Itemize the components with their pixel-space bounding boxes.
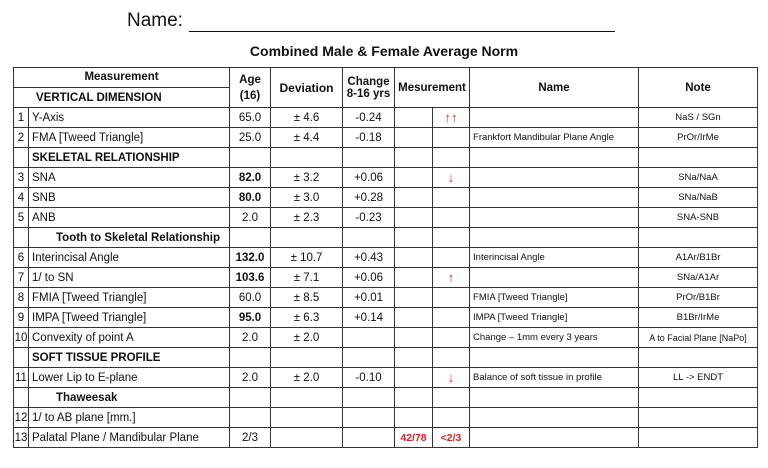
row-note: SNa/A1Ar — [639, 268, 758, 288]
row-measure-cell-1[interactable] — [395, 288, 433, 308]
page-subtitle: Combined Male & Female Average Norm — [249, 43, 519, 59]
header-age-line1: Age — [239, 73, 261, 86]
row-name: Balance of soft tissue in profile — [470, 368, 639, 388]
row-change: +0.43 — [343, 248, 395, 268]
row-name — [470, 188, 639, 208]
row-measure-cell-2[interactable] — [433, 248, 470, 268]
section-vertical: VERTICAL DIMENSION — [14, 88, 230, 108]
row-number: 12 — [14, 408, 29, 428]
row-measurement: 1/ to SN — [29, 268, 230, 288]
table-row — [14, 368, 758, 388]
row-deviation: ± 10.7 — [271, 248, 343, 268]
row-age — [230, 408, 271, 428]
norm-table — [13, 67, 758, 448]
header-deviation: Deviation — [271, 68, 343, 108]
row-name — [470, 268, 639, 288]
row-age: 65.0 — [230, 108, 271, 128]
table-row — [14, 108, 758, 128]
row-measure-cell-1[interactable] — [395, 268, 433, 288]
down-arrow-icon[interactable]: ↓ — [433, 368, 470, 388]
row-measure-cell-2[interactable] — [433, 208, 470, 228]
row-measurement: ANB — [29, 208, 230, 228]
row-number: 5 — [14, 208, 29, 228]
row-deviation: ± 6.3 — [271, 308, 343, 328]
row-number: 11 — [14, 368, 29, 388]
row-deviation: ± 2.0 — [271, 328, 343, 348]
row-note: PrOr/IrMe — [639, 128, 758, 148]
row-number: 1 — [14, 108, 29, 128]
row-change: +0.06 — [343, 268, 395, 288]
section-soft-row — [14, 348, 758, 368]
table-row — [14, 248, 758, 268]
row-measure-cell-1[interactable]: 42/78 — [395, 428, 433, 448]
table-row — [14, 328, 758, 348]
row-measurement: Palatal Plane / Mandibular Plane — [29, 428, 230, 448]
row-measure-cell-1[interactable] — [395, 128, 433, 148]
row-measure-cell-1[interactable] — [395, 188, 433, 208]
row-deviation — [271, 408, 343, 428]
row-measurement: SNB — [29, 188, 230, 208]
row-deviation: ± 2.0 — [271, 368, 343, 388]
row-number: 13 — [14, 428, 29, 448]
table-row — [14, 428, 758, 448]
header-age — [230, 68, 271, 108]
row-name — [470, 108, 639, 128]
row-age: 2.0 — [230, 208, 271, 228]
name-input-line[interactable] — [189, 11, 615, 32]
header-note: Note — [639, 68, 758, 108]
section-tooth-row — [14, 228, 758, 248]
row-measure-cell-1[interactable] — [395, 368, 433, 388]
row-name: FMIA [Tweed Triangle] — [470, 288, 639, 308]
row-number: 6 — [14, 248, 29, 268]
header-mesurement: Mesurement — [395, 68, 470, 108]
row-deviation: ± 8.5 — [271, 288, 343, 308]
row-note: SNa/NaA — [639, 168, 758, 188]
header-change-line1: Change — [347, 75, 390, 88]
header-change — [343, 68, 395, 108]
row-measurement: Lower Lip to E-plane — [29, 368, 230, 388]
row-note: SNa/NaB — [639, 188, 758, 208]
row-age: 132.0 — [230, 248, 271, 268]
row-deviation — [271, 428, 343, 448]
row-measurement: Convexity of point A — [29, 328, 230, 348]
row-deviation: ± 3.0 — [271, 188, 343, 208]
row-deviation: ± 2.3 — [271, 208, 343, 228]
row-age: 60.0 — [230, 288, 271, 308]
table-row — [14, 128, 758, 148]
row-change — [343, 408, 395, 428]
row-name: Interincisal Angle — [470, 248, 639, 268]
header-measurement: Measurement — [14, 68, 230, 88]
row-name: IMPA [Tweed Triangle] — [470, 308, 639, 328]
row-deviation: ± 4.4 — [271, 128, 343, 148]
row-change: -0.18 — [343, 128, 395, 148]
row-measure-cell-2[interactable] — [433, 288, 470, 308]
section-tooth: Tooth to Skeletal Relationship — [29, 228, 230, 248]
row-number: 3 — [14, 168, 29, 188]
row-note: LL -> ENDT — [639, 368, 758, 388]
row-measure-cell-1[interactable] — [395, 408, 433, 428]
row-change: +0.01 — [343, 288, 395, 308]
header-row-1 — [14, 68, 758, 88]
row-age: 95.0 — [230, 308, 271, 328]
table-row — [14, 208, 758, 228]
row-age: 103.6 — [230, 268, 271, 288]
section-skeletal: SKELETAL RELATIONSHIP — [29, 148, 230, 168]
row-name: Change – 1mm every 3 years — [470, 328, 639, 348]
row-note: PrOr/B1Br — [639, 288, 758, 308]
row-name: Frankfort Mandibular Plane Angle — [470, 128, 639, 148]
row-age: 2/3 — [230, 428, 271, 448]
table-row — [14, 308, 758, 328]
name-field-row — [127, 6, 615, 32]
row-note — [639, 428, 758, 448]
row-name — [470, 408, 639, 428]
row-name — [470, 428, 639, 448]
header-change-line2: 8-16 yrs — [346, 87, 391, 100]
row-age: 2.0 — [230, 368, 271, 388]
table-row — [14, 168, 758, 188]
row-age: 25.0 — [230, 128, 271, 148]
row-measurement: IMPA [Tweed Triangle] — [29, 308, 230, 328]
row-measure-cell-2[interactable] — [433, 308, 470, 328]
row-measurement: SNA — [29, 168, 230, 188]
row-number: 10 — [14, 328, 29, 348]
table-row — [14, 268, 758, 288]
row-measurement: FMIA [Tweed Triangle] — [29, 288, 230, 308]
row-note — [639, 408, 758, 428]
row-measure-cell-2[interactable]: <2/3 — [433, 428, 470, 448]
row-change — [343, 328, 395, 348]
row-deviation: ± 4.6 — [271, 108, 343, 128]
row-measure-cell-2[interactable] — [433, 408, 470, 428]
row-change: +0.28 — [343, 188, 395, 208]
row-deviation: ± 7.1 — [271, 268, 343, 288]
row-measure-cell-2[interactable] — [433, 328, 470, 348]
row-change: -0.24 — [343, 108, 395, 128]
row-age: 82.0 — [230, 168, 271, 188]
row-measure-cell-2[interactable] — [433, 188, 470, 208]
row-age: 80.0 — [230, 188, 271, 208]
section-soft: SOFT TISSUE PROFILE — [29, 348, 230, 368]
row-measure-cell-2[interactable] — [433, 128, 470, 148]
row-note: SNA-SNB — [639, 208, 758, 228]
row-number: 8 — [14, 288, 29, 308]
row-change: -0.23 — [343, 208, 395, 228]
row-measure-cell-1[interactable] — [395, 108, 433, 128]
row-measure-cell-1[interactable] — [395, 308, 433, 328]
double-up-arrow-icon[interactable]: ↑↑ — [433, 108, 470, 128]
section-thaweesak: Thaweesak — [29, 388, 230, 408]
row-age: 2.0 — [230, 328, 271, 348]
row-measure-cell-1[interactable] — [395, 168, 433, 188]
table-row — [14, 408, 758, 428]
row-measure-cell-1[interactable] — [395, 248, 433, 268]
row-change: +0.06 — [343, 168, 395, 188]
row-name — [470, 208, 639, 228]
table-row — [14, 288, 758, 308]
row-change: +0.14 — [343, 308, 395, 328]
row-measure-cell-1[interactable] — [395, 208, 433, 228]
up-arrow-icon[interactable]: ↑ — [433, 268, 470, 288]
row-change: -0.10 — [343, 368, 395, 388]
row-number: 2 — [14, 128, 29, 148]
row-note: A to Facial Plane [NaPo] — [639, 328, 758, 348]
down-arrow-icon[interactable]: ↓ — [433, 168, 470, 188]
header-name: Name — [470, 68, 639, 108]
row-note: B1Br/IrMe — [639, 308, 758, 328]
table-row — [14, 188, 758, 208]
row-number: 9 — [14, 308, 29, 328]
row-name — [470, 168, 639, 188]
section-skeletal-row — [14, 148, 758, 168]
row-change — [343, 428, 395, 448]
header-age-line2: (16) — [239, 89, 261, 102]
row-measurement: FMA [Tweed Triangle] — [29, 128, 230, 148]
row-deviation: ± 3.2 — [271, 168, 343, 188]
row-note: A1Ar/B1Br — [639, 248, 758, 268]
row-measurement: Interincisal Angle — [29, 248, 230, 268]
row-note: NaS / SGn — [639, 108, 758, 128]
name-label: Name: — [127, 10, 183, 31]
row-measure-cell-1[interactable] — [395, 328, 433, 348]
row-number: 4 — [14, 188, 29, 208]
row-measurement: 1/ to AB plane [mm.] — [29, 408, 230, 428]
row-number: 7 — [14, 268, 29, 288]
row-measurement: Y-Axis — [29, 108, 230, 128]
section-thaweesak-row — [14, 388, 758, 408]
